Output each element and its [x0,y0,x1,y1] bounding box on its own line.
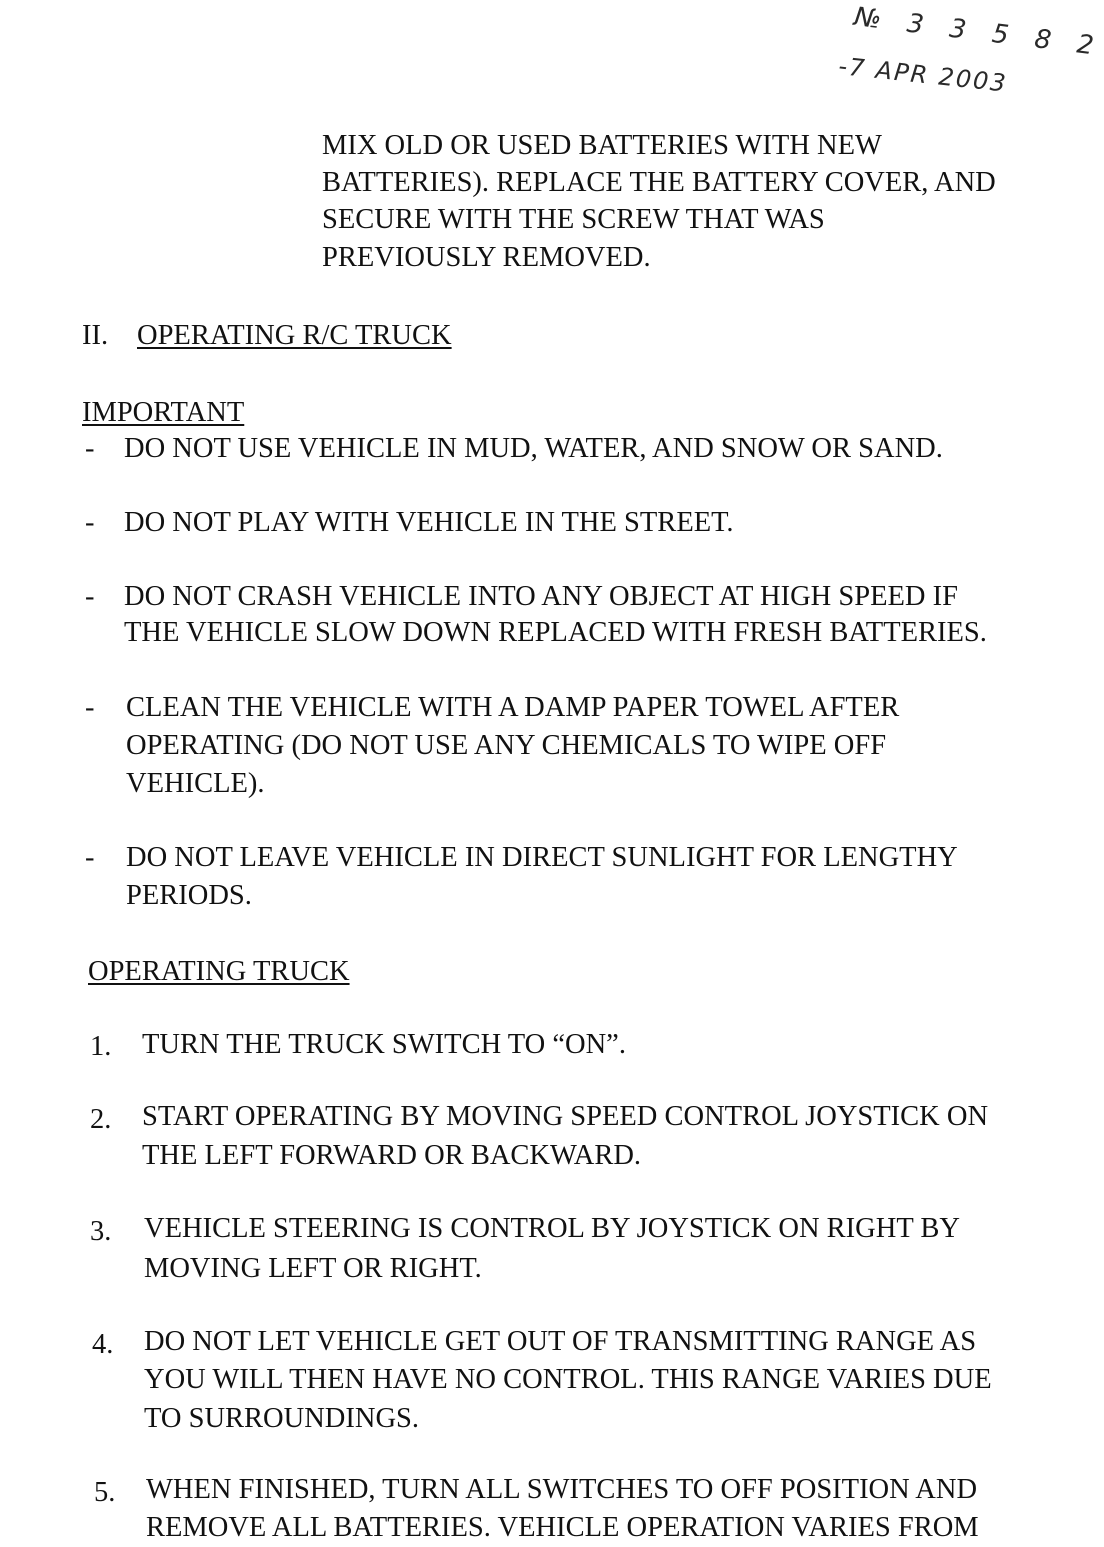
stamp-number: № 3 3 5 8 2 [852,2,1104,63]
important-item-line: DO NOT PLAY WITH VEHICLE IN THE STREET. [124,507,734,538]
bullet-dash: - [85,507,95,538]
step-line: START OPERATING BY MOVING SPEED CONTROL JOYSTICK ON [142,1101,989,1132]
important-item-line: PERIODS. [126,880,252,911]
received-stamp [836,2,1104,102]
step-number: 2. [90,1104,112,1135]
important-item-line: DO NOT USE VEHICLE IN MUD, WATER, AND SNOW OR SAND. [124,433,943,464]
continuation-line: SECURE WITH THE SCREW THAT WAS [322,204,825,235]
section-number: II. [82,320,109,351]
continuation-line: BATTERIES). REPLACE THE BATTERY COVER, AND [322,167,996,198]
step-line: YOU WILL THEN HAVE NO CONTROL. THIS RANGE VARIES DUE [144,1364,992,1395]
step-number: 5. [94,1477,116,1508]
step-line: DO NOT LET VEHICLE GET OUT OF TRANSMITTING RANGE AS [144,1326,977,1357]
step-number: 3. [90,1216,112,1247]
bullet-dash: - [85,842,95,873]
continuation-line: PREVIOUSLY REMOVED. [322,242,651,273]
important-item-line: DO NOT CRASH VEHICLE INTO ANY OBJECT AT HIGH SPEED IF [124,581,958,612]
important-item-line: VEHICLE). [126,768,265,799]
important-item-line: OPERATING (DO NOT USE ANY CHEMICALS TO WIPE OFF [126,730,887,761]
bullet-dash: - [85,692,95,723]
step-number: 1. [90,1031,112,1062]
step-line: TURN THE TRUCK SWITCH TO “ON”. [142,1029,626,1060]
stamp-date: -7 APR 2003 [837,52,1009,98]
section-title: OPERATING R/C TRUCK [137,320,452,351]
step-line: WHEN FINISHED, TURN ALL SWITCHES TO OFF POSITION AND [146,1474,978,1505]
step-line: THE LEFT FORWARD OR BACKWARD. [142,1140,642,1171]
step-line: VEHICLE STEERING IS CONTROL BY JOYSTICK ON RIGHT BY [144,1213,960,1244]
important-item-line: CLEAN THE VEHICLE WITH A DAMP PAPER TOWEL AFTER [126,692,900,723]
bullet-dash: - [85,433,95,464]
step-line: TO SURROUNDINGS. [144,1403,420,1434]
continuation-line: MIX OLD OR USED BATTERIES WITH NEW [322,130,882,161]
step-number: 4. [92,1329,114,1360]
bullet-dash: - [85,581,95,612]
operating-heading: OPERATING TRUCK [88,956,350,987]
important-heading: IMPORTANT [82,397,245,428]
important-item-line: THE VEHICLE SLOW DOWN REPLACED WITH FRESH BATTERIES. [124,617,987,648]
step-line: REMOVE ALL BATTERIES. VEHICLE OPERATION VARIES FROM [146,1512,979,1543]
important-item-line: DO NOT LEAVE VEHICLE IN DIRECT SUNLIGHT FOR LENGTHY [126,842,958,873]
step-line: MOVING LEFT OR RIGHT. [144,1253,482,1284]
